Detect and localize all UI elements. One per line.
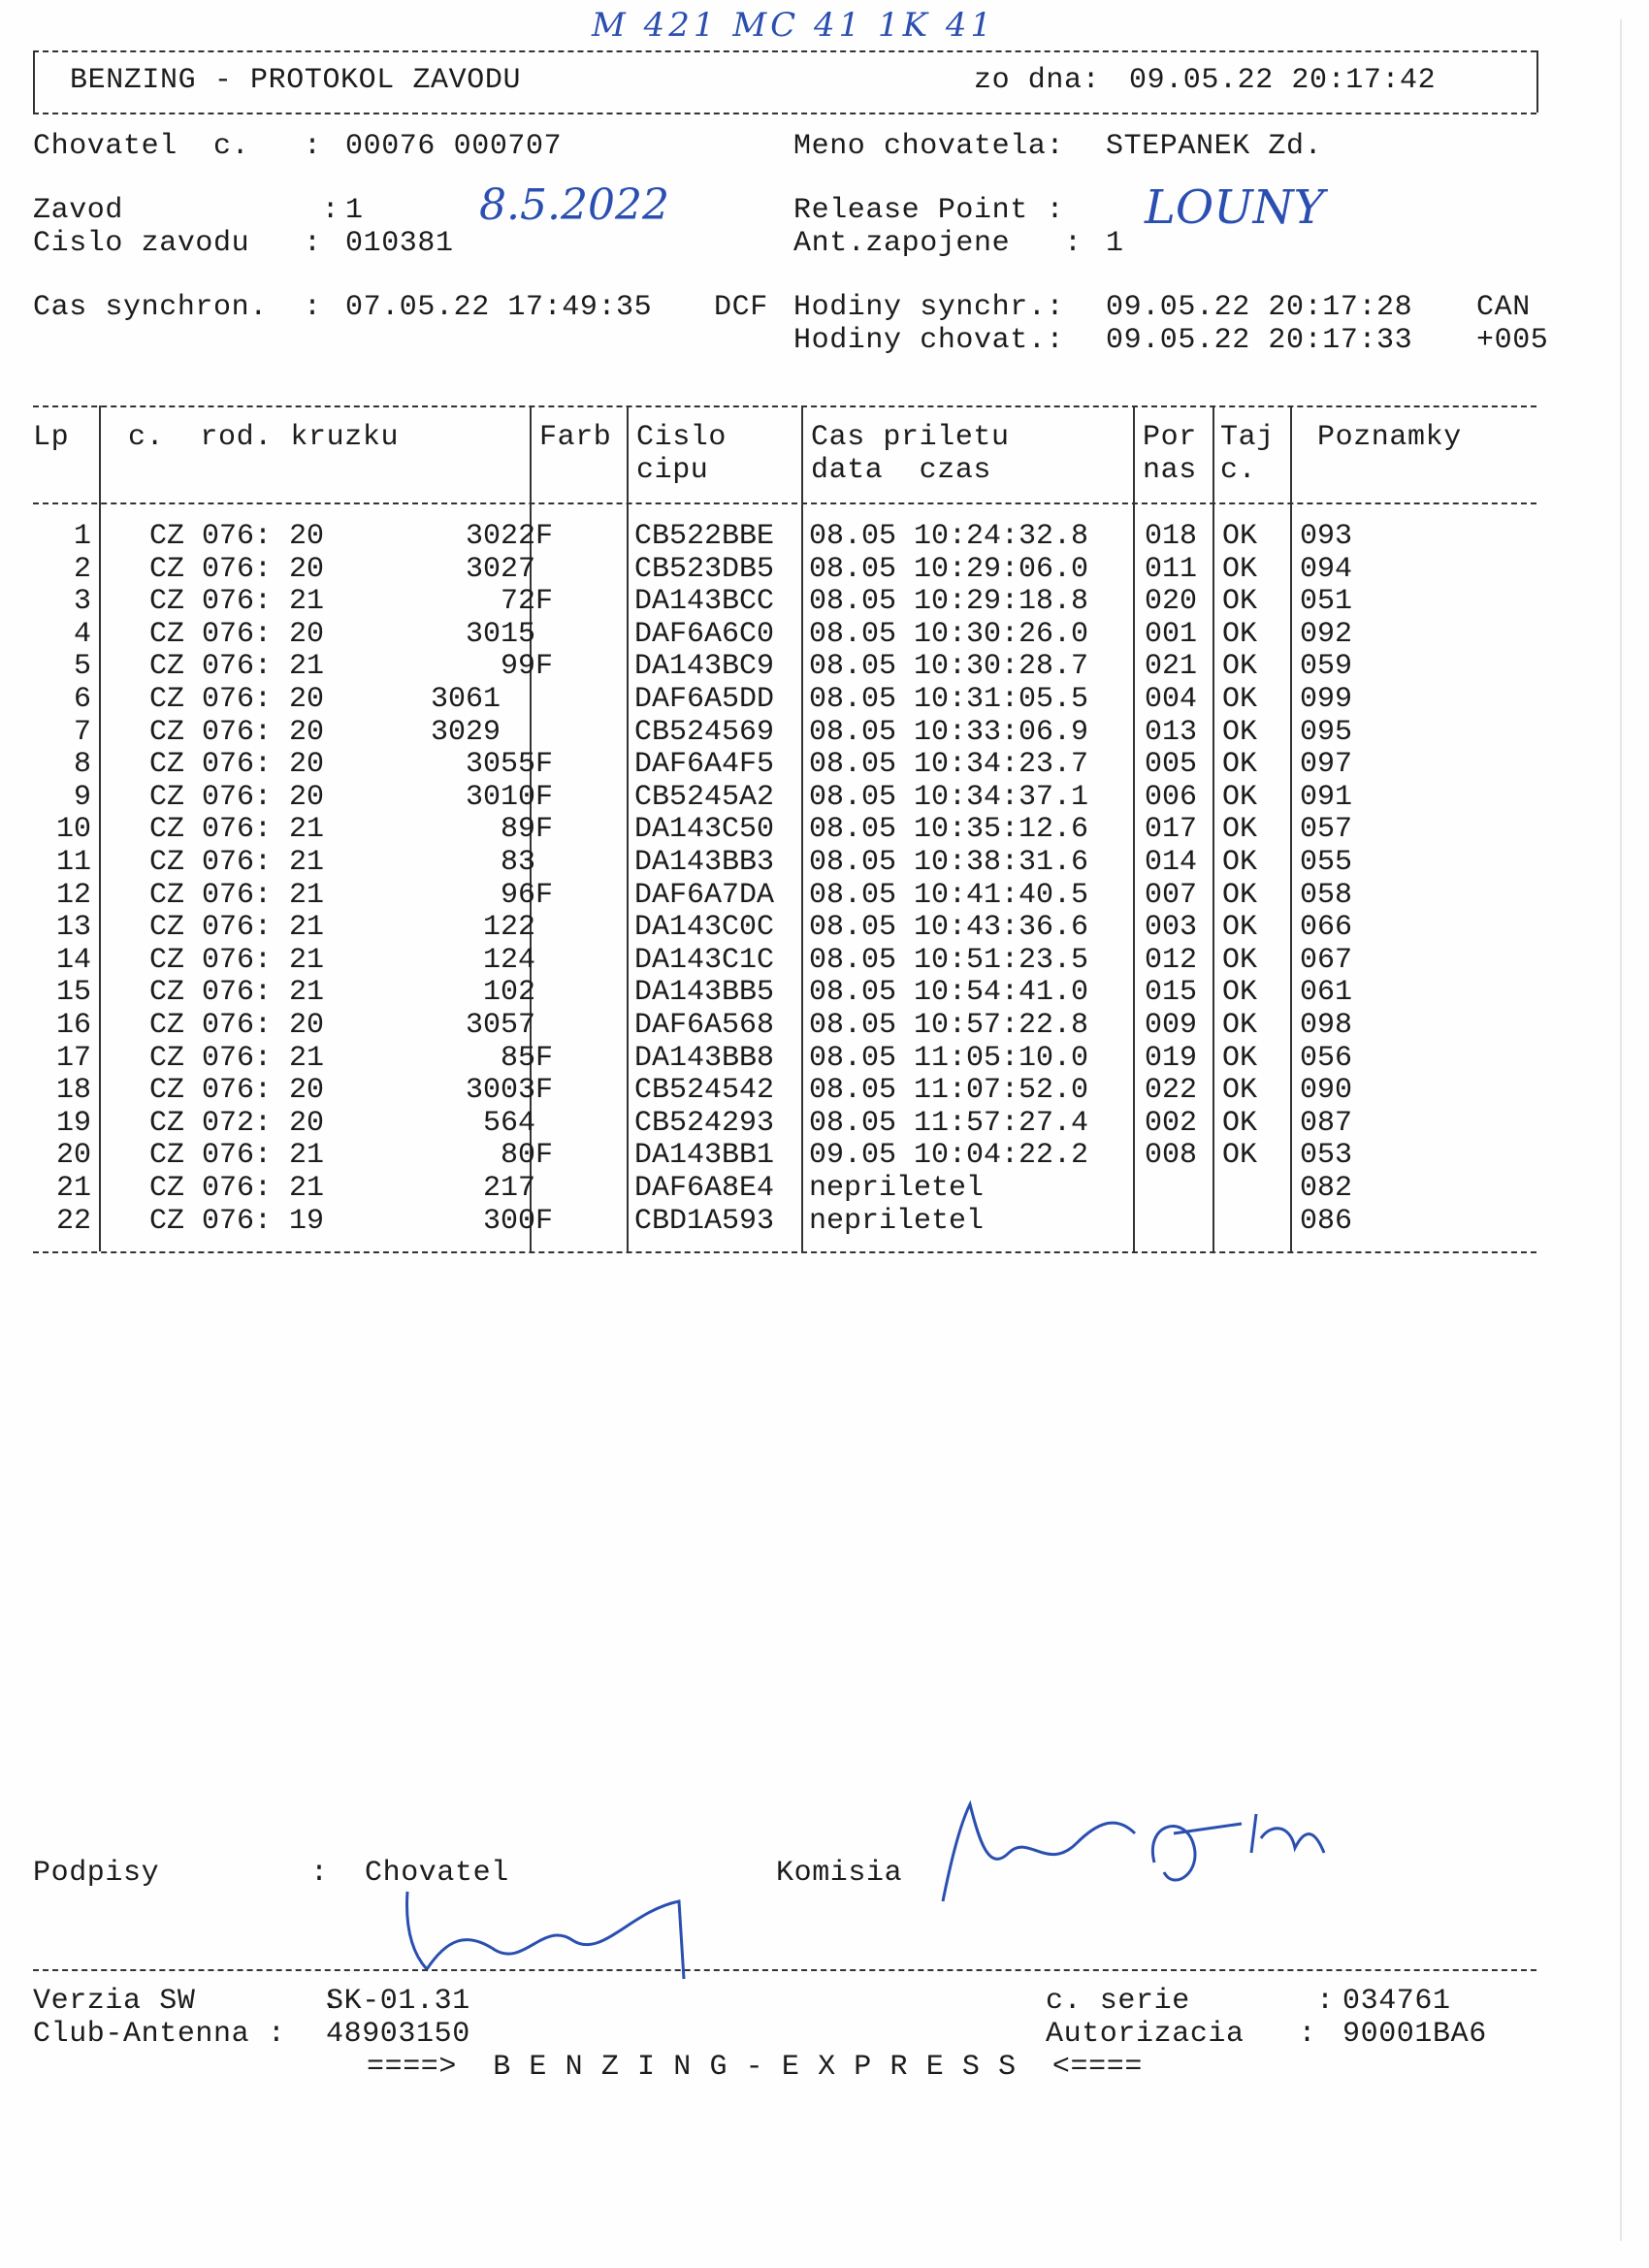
lp-cell: 8	[73, 748, 91, 782]
table-bottom-border	[33, 1251, 1536, 1253]
ring-prefix-cell: CZ 076: 20	[149, 683, 325, 716]
note-cell: 093	[1300, 520, 1353, 553]
status-cell: OK	[1222, 878, 1258, 912]
chip-cell: DAF6A4F5	[634, 748, 775, 782]
brand-line: ====> B E N Z I N G - E X P R E S S <====	[367, 2051, 1143, 2084]
breeder-number-value: 00076 000707	[345, 130, 563, 163]
header-taj-1: Taj	[1220, 421, 1275, 454]
ring-number-cell: 300F	[482, 1204, 553, 1238]
table-row	[33, 911, 1546, 944]
ring-number-cell: 564	[482, 1106, 553, 1140]
lp-cell: 11	[55, 846, 91, 879]
order-cell: 014	[1145, 846, 1198, 879]
status-cell: OK	[1222, 585, 1258, 619]
arrival-time-cell: 08.05 10:51:23.5	[809, 943, 1089, 977]
status-cell: OK	[1222, 617, 1258, 651]
signatures-label: Podpisy	[33, 1857, 160, 1890]
header-bottom-border	[33, 113, 1536, 114]
ring-prefix-cell: CZ 076: 21	[149, 911, 325, 945]
arrival-time-cell: 08.05 10:38:31.6	[809, 846, 1089, 879]
ring-prefix-cell: CZ 072: 20	[149, 1106, 325, 1140]
race-number-value: 010381	[345, 227, 454, 260]
clock-sync-value: 09.05.22 20:17:28	[1106, 291, 1413, 324]
chip-cell: DA143BB3	[634, 846, 775, 879]
race-label: Zavod :	[33, 194, 340, 227]
table-row	[33, 781, 1546, 814]
header-por-1: Por	[1143, 421, 1197, 454]
order-cell: 007	[1145, 878, 1198, 912]
lp-cell: 6	[73, 683, 91, 716]
table-row	[33, 618, 1546, 651]
ring-number-cell: 99F	[500, 650, 553, 684]
table-top-border	[33, 405, 1536, 407]
lp-cell: 13	[55, 911, 91, 945]
software-version-label: Verzia SW :	[33, 1985, 340, 2018]
header-left-border	[33, 50, 35, 113]
lp-cell: 17	[55, 1041, 91, 1075]
breeder-name-label: Meno chovatela:	[793, 130, 1065, 163]
lp-cell: 15	[55, 976, 91, 1010]
status-cell: OK	[1222, 1041, 1258, 1075]
order-cell: 004	[1145, 683, 1198, 716]
clock-sync-label: Hodiny synchr.:	[793, 291, 1065, 324]
breeder-signature-label: Chovatel	[365, 1857, 509, 1890]
header-taj-2: c.	[1220, 454, 1257, 487]
arrival-time-cell: 08.05 10:30:28.7	[809, 650, 1089, 684]
order-cell: 002	[1145, 1106, 1198, 1140]
chip-cell: CB522BBE	[634, 520, 775, 553]
status-cell: OK	[1222, 1106, 1258, 1140]
table-row	[33, 1074, 1546, 1107]
chip-cell: DAF6A6C0	[634, 617, 775, 651]
serial-value: 034761	[1342, 1985, 1451, 2018]
header-notes: Poznamky	[1317, 421, 1462, 454]
table-row	[33, 879, 1546, 912]
table-row	[33, 1205, 1546, 1238]
order-cell: 005	[1145, 748, 1198, 782]
status-cell: OK	[1222, 1139, 1258, 1173]
arrival-time-cell: 09.05 10:04:22.2	[809, 1139, 1089, 1173]
date-label: zo dna:	[974, 64, 1101, 97]
scan-edge	[1620, 19, 1622, 2241]
arrival-time-cell: 08.05 10:41:40.5	[809, 878, 1089, 912]
authorization-label: Autorizacia :	[1046, 2018, 1317, 2051]
table-row	[33, 1042, 1546, 1075]
arrival-time-cell: 08.05 10:34:23.7	[809, 748, 1089, 782]
antenna-value: 1	[1106, 227, 1124, 260]
ring-prefix-cell: CZ 076: 21	[149, 878, 325, 912]
ring-prefix-cell: CZ 076: 20	[149, 780, 325, 814]
chip-cell: DA143BB5	[634, 976, 775, 1010]
ring-number-cell: 102	[482, 976, 553, 1010]
status-cell: OK	[1222, 813, 1258, 847]
lp-cell: 21	[55, 1172, 91, 1205]
breeder-name-value: STEPANEK Zd.	[1106, 130, 1323, 163]
table-row	[33, 748, 1546, 781]
ring-prefix-cell: CZ 076: 21	[149, 976, 325, 1010]
order-cell: 021	[1145, 650, 1198, 684]
table-row	[33, 553, 1546, 586]
note-cell: 061	[1300, 976, 1353, 1010]
header-chip-1: Cislo	[636, 421, 728, 454]
table-row	[33, 813, 1546, 846]
chip-cell: DA143C0C	[634, 911, 775, 945]
note-cell: 099	[1300, 683, 1353, 716]
lp-cell: 19	[55, 1106, 91, 1140]
header-por-2: nas	[1143, 454, 1197, 487]
arrival-time-cell: 08.05 11:07:52.0	[809, 1074, 1089, 1108]
date-value: 09.05.22 20:17:42	[1129, 64, 1437, 97]
arrival-time-cell: 08.05 10:29:18.8	[809, 585, 1089, 619]
header-time-1: Cas priletu	[811, 421, 1010, 454]
note-cell: 051	[1300, 585, 1353, 619]
table-row	[33, 1107, 1546, 1140]
chip-cell: CB524569	[634, 715, 775, 749]
ring-prefix-cell: CZ 076: 21	[149, 943, 325, 977]
ring-number-cell: 3003F	[465, 1074, 553, 1108]
ring-prefix-cell: CZ 076: 21	[149, 846, 325, 879]
ring-prefix-cell: CZ 076: 20	[149, 1074, 325, 1108]
lp-cell: 2	[73, 552, 91, 586]
race-number-label: Cislo zavodu :	[33, 227, 322, 260]
note-cell: 092	[1300, 617, 1353, 651]
ring-number-cell: 3055F	[465, 748, 553, 782]
status-cell: OK	[1222, 1009, 1258, 1042]
club-antenna-value: 48903150	[326, 2018, 470, 2051]
ring-prefix-cell: CZ 076: 21	[149, 1139, 325, 1173]
header-lp: Lp	[33, 421, 70, 454]
status-cell: OK	[1222, 520, 1258, 553]
signatures-colon: :	[310, 1857, 329, 1890]
clock-sync-suffix: CAN	[1476, 291, 1531, 324]
ring-number-cell: 83	[500, 846, 553, 879]
ring-number-cell: 3015	[465, 617, 553, 651]
clock-breeder-suffix: +005	[1476, 324, 1549, 357]
ring-prefix-cell: CZ 076: 20	[149, 748, 325, 782]
race-value: 1	[345, 194, 364, 227]
order-cell: 022	[1145, 1074, 1198, 1108]
order-cell: 011	[1145, 552, 1198, 586]
status-cell: OK	[1222, 911, 1258, 945]
order-cell: 015	[1145, 976, 1198, 1010]
order-cell: 019	[1145, 1041, 1198, 1075]
serial-label: c. serie :	[1046, 1985, 1335, 2018]
lp-cell: 22	[55, 1204, 91, 1238]
ring-prefix-cell: CZ 076: 20	[149, 552, 325, 586]
table-row	[33, 1139, 1546, 1172]
ring-number-cell: 3061	[430, 683, 553, 716]
breeder-number-label: Chovatel c. :	[33, 130, 322, 163]
status-cell: OK	[1222, 715, 1258, 749]
ring-prefix-cell: CZ 076: 21	[149, 585, 325, 619]
lp-cell: 18	[55, 1074, 91, 1108]
ring-number-cell: 3027	[465, 552, 553, 586]
chip-cell: DAF6A568	[634, 1009, 775, 1042]
arrival-time-cell: 08.05 10:31:05.5	[809, 683, 1089, 716]
handwritten-race-date: 8.5.2022	[479, 180, 669, 230]
chip-cell: DAF6A7DA	[634, 878, 775, 912]
status-cell: OK	[1222, 943, 1258, 977]
table-row	[33, 976, 1546, 1009]
ring-prefix-cell: CZ 076: 19	[149, 1204, 325, 1238]
club-antenna-label: Club-Antenna :	[33, 2018, 286, 2051]
chip-cell: DA143C1C	[634, 943, 775, 977]
handwritten-release-point: LOUNY	[1145, 180, 1325, 235]
ring-number-cell: 3010F	[465, 780, 553, 814]
chip-cell: CB523DB5	[634, 552, 775, 586]
note-cell: 086	[1300, 1204, 1353, 1238]
order-cell: 013	[1145, 715, 1198, 749]
header-top-border	[33, 50, 1536, 52]
protocol-title: BENZING - PROTOKOL ZAVODU	[70, 64, 522, 97]
ring-prefix-cell: CZ 076: 21	[149, 650, 325, 684]
chip-cell: CB524293	[634, 1106, 775, 1140]
order-cell: 012	[1145, 943, 1198, 977]
clock-breeder-value: 09.05.22 20:17:33	[1106, 324, 1413, 357]
chip-cell: CB524542	[634, 1074, 775, 1108]
sync-time-label: Cas synchron. :	[33, 291, 322, 324]
order-cell: 008	[1145, 1139, 1198, 1173]
commission-signature	[931, 1785, 1339, 1921]
arrival-time-cell: 08.05 11:05:10.0	[809, 1041, 1089, 1075]
arrival-time-cell: 08.05 10:35:12.6	[809, 813, 1089, 847]
ring-number-cell: 80F	[500, 1139, 553, 1173]
status-cell: OK	[1222, 780, 1258, 814]
antenna-label: Ant.zapojene :	[793, 227, 1083, 260]
ring-prefix-cell: CZ 076: 21	[149, 813, 325, 847]
arrival-time-cell: 08.05 11:57:27.4	[809, 1106, 1089, 1140]
footer-top-border	[33, 1969, 1536, 1971]
arrival-time-cell: 08.05 10:24:32.8	[809, 520, 1089, 553]
ring-prefix-cell: CZ 076: 20	[149, 715, 325, 749]
table-row	[33, 683, 1546, 716]
lp-cell: 12	[55, 878, 91, 912]
handwritten-top-note: M 421 MC 41 1K 41	[592, 6, 996, 45]
status-cell: OK	[1222, 846, 1258, 879]
note-cell: 058	[1300, 878, 1353, 912]
note-cell: 091	[1300, 780, 1353, 814]
lp-cell: 1	[73, 520, 91, 553]
ring-prefix-cell: CZ 076: 21	[149, 1041, 325, 1075]
chip-cell: DA143BB1	[634, 1139, 775, 1173]
ring-number-cell: 3029	[430, 715, 553, 749]
arrival-time-cell: 08.05 10:34:37.1	[809, 780, 1089, 814]
authorization-value: 90001BA6	[1342, 2018, 1487, 2051]
status-cell: OK	[1222, 976, 1258, 1010]
arrival-time-cell: 08.05 10:43:36.6	[809, 911, 1089, 945]
header-right-border	[1536, 50, 1538, 113]
chip-cell: DAF6A8E4	[634, 1172, 775, 1205]
ring-number-cell: 122	[482, 911, 553, 945]
commission-signature-label: Komisia	[776, 1857, 903, 1890]
ring-number-cell: 89F	[500, 813, 553, 847]
note-cell: 095	[1300, 715, 1353, 749]
chip-cell: DA143BCC	[634, 585, 775, 619]
software-version-value: SK-01.31	[326, 1985, 470, 2018]
note-cell: 090	[1300, 1074, 1353, 1108]
note-cell: 094	[1300, 552, 1353, 586]
lp-cell: 14	[55, 943, 91, 977]
sync-dcf: DCF	[714, 291, 768, 324]
note-cell: 066	[1300, 911, 1353, 945]
ring-number-cell: 85F	[500, 1041, 553, 1075]
ring-number-cell: 124	[482, 943, 553, 977]
header-chip-2: cipu	[636, 454, 709, 487]
table-row	[33, 520, 1546, 553]
chip-cell: DAF6A5DD	[634, 683, 775, 716]
note-cell: 067	[1300, 943, 1353, 977]
order-cell: 017	[1145, 813, 1198, 847]
lp-cell: 4	[73, 617, 91, 651]
status-cell: OK	[1222, 650, 1258, 684]
ring-prefix-cell: CZ 076: 20	[149, 1009, 325, 1042]
table-row	[33, 716, 1546, 749]
header-ring: c. rod. kruzku	[128, 421, 400, 454]
arrival-time-cell: 08.05 10:29:06.0	[809, 552, 1089, 586]
ring-prefix-cell: CZ 076: 21	[149, 1172, 325, 1205]
clock-breeder-label: Hodiny chovat.:	[793, 324, 1065, 357]
table-row	[33, 585, 1546, 618]
sync-time-value: 07.05.22 17:49:35	[345, 291, 653, 324]
status-cell: OK	[1222, 683, 1258, 716]
ring-number-cell: 217	[482, 1172, 553, 1205]
order-cell: 003	[1145, 911, 1198, 945]
lp-cell: 16	[55, 1009, 91, 1042]
ring-number-cell: 72F	[500, 585, 553, 619]
lp-cell: 20	[55, 1139, 91, 1173]
status-cell: OK	[1222, 552, 1258, 586]
arrival-time-cell: nepriletel	[809, 1204, 985, 1238]
lp-cell: 9	[73, 780, 91, 814]
table-row	[33, 650, 1546, 683]
order-cell: 006	[1145, 780, 1198, 814]
table-header-separator	[33, 502, 1536, 504]
note-cell: 056	[1300, 1041, 1353, 1075]
order-cell: 001	[1145, 617, 1198, 651]
lp-cell: 5	[73, 650, 91, 684]
header-time-2: data czas	[811, 454, 992, 487]
ring-number-cell: 3022F	[465, 520, 553, 553]
status-cell: OK	[1222, 748, 1258, 782]
order-cell: 018	[1145, 520, 1198, 553]
chip-cell: DA143BB8	[634, 1041, 775, 1075]
ring-number-cell: 96F	[500, 878, 553, 912]
lp-cell: 3	[73, 585, 91, 619]
chip-cell: DA143C50	[634, 813, 775, 847]
note-cell: 055	[1300, 846, 1353, 879]
arrival-time-cell: 08.05 10:30:26.0	[809, 617, 1089, 651]
note-cell: 059	[1300, 650, 1353, 684]
ring-prefix-cell: CZ 076: 20	[149, 617, 325, 651]
lp-cell: 7	[73, 715, 91, 749]
release-point-label: Release Point :	[793, 194, 1065, 227]
lp-cell: 10	[55, 813, 91, 847]
chip-cell: CBD1A593	[634, 1204, 775, 1238]
table-row	[33, 1009, 1546, 1042]
note-cell: 082	[1300, 1172, 1353, 1205]
header-farb: Farb	[539, 421, 612, 454]
order-cell: 009	[1145, 1009, 1198, 1042]
note-cell: 097	[1300, 748, 1353, 782]
breeder-signature	[388, 1882, 708, 1989]
table-row	[33, 944, 1546, 977]
ring-number-cell: 3057	[465, 1009, 553, 1042]
note-cell: 087	[1300, 1106, 1353, 1140]
chip-cell: DA143BC9	[634, 650, 775, 684]
status-cell: OK	[1222, 1074, 1258, 1108]
table-row	[33, 1172, 1546, 1205]
arrival-time-cell: nepriletel	[809, 1172, 985, 1205]
chip-cell: CB5245A2	[634, 780, 775, 814]
note-cell: 057	[1300, 813, 1353, 847]
arrival-time-cell: 08.05 10:33:06.9	[809, 715, 1089, 749]
ring-prefix-cell: CZ 076: 20	[149, 520, 325, 553]
note-cell: 053	[1300, 1139, 1353, 1173]
table-row	[33, 846, 1546, 879]
note-cell: 098	[1300, 1009, 1353, 1042]
arrival-time-cell: 08.05 10:57:22.8	[809, 1009, 1089, 1042]
arrival-time-cell: 08.05 10:54:41.0	[809, 976, 1089, 1010]
order-cell: 020	[1145, 585, 1198, 619]
